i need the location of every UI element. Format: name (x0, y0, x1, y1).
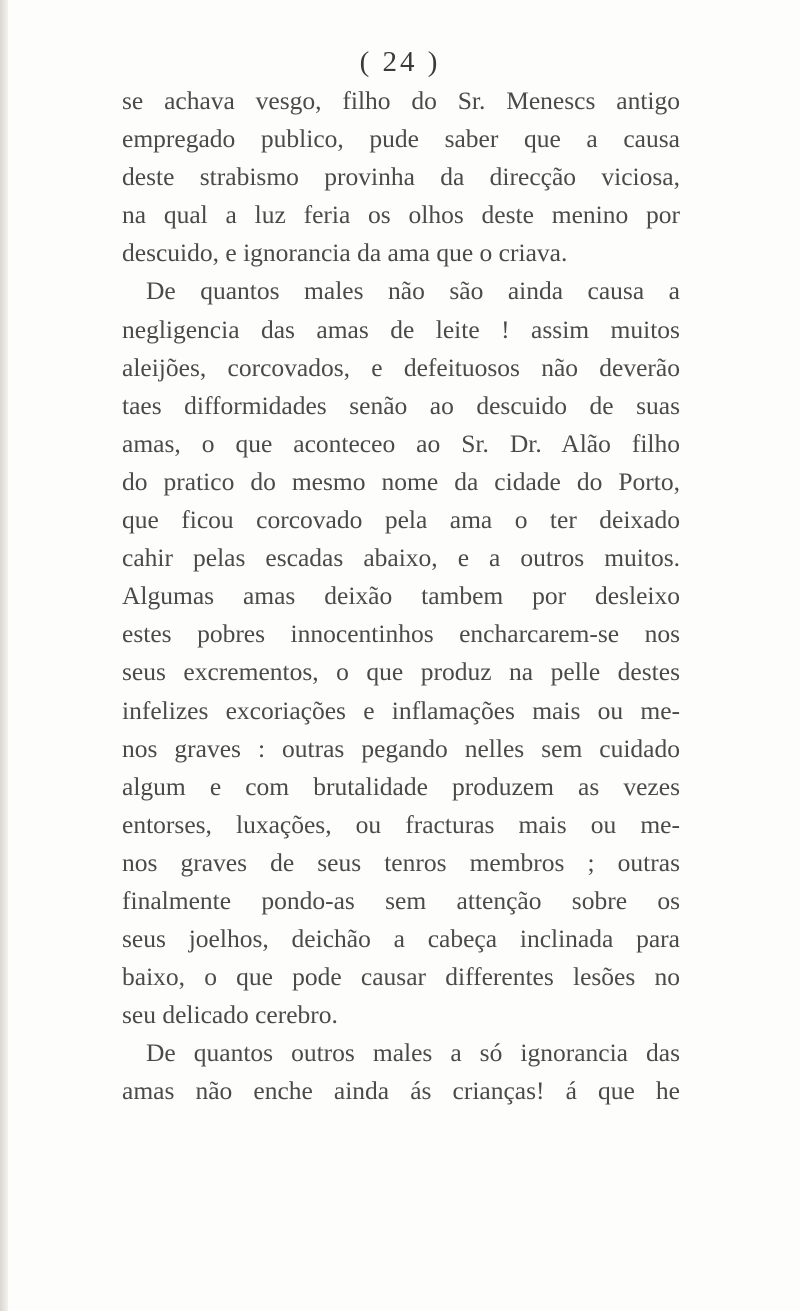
text-line: nos graves de seus tenros membros ; outras (122, 847, 680, 877)
text-line: De quantos males não são ainda causa a (146, 276, 680, 306)
text-line: seus excrementos, o que produz na pelle destes (122, 657, 680, 687)
text-line: estes pobres innocentinhos encharcarem-se nos (122, 619, 680, 649)
text-line: Algumas amas deixão tambem por desleixo (122, 581, 680, 611)
text-line: cahir pelas escadas abaixo, e a outros muitos. (122, 543, 680, 573)
text-line: aleijões, corcovados, e defeituosos não deverão (122, 352, 680, 382)
text-line: deste strabismo provinha da direcção viciosa, (122, 162, 680, 192)
text-line: amas não enche ainda ás crianças! á que he (122, 1076, 680, 1106)
text-line: seus joelhos, deichão a cabeça inclinada para (122, 924, 680, 954)
text-line: amas, o que aconteceo ao Sr. Dr. Alão filho (122, 428, 680, 458)
text-line: empregado publico, pude saber que a causa (122, 124, 680, 154)
text-line: negligencia das amas de leite ! assim muitos (122, 314, 680, 344)
text-line: taes difformidades senão ao descuido de suas (122, 390, 680, 420)
text-line: entorses, luxações, ou fracturas mais ou me- (122, 809, 680, 839)
body-text (122, 82, 680, 1111)
text-line: que ficou corcovado pela ama o ter deixado (122, 505, 680, 535)
text-line: descuido, e ignorancia da ama que o criava. (122, 238, 568, 268)
page-edge (0, 0, 8, 1311)
text-line: seu delicado cerebro. (122, 1000, 338, 1030)
text-line: infelizes excoriações e inflamações mais ou me- (122, 695, 680, 725)
page-number: ( 24 ) (359, 46, 441, 78)
text-line: nos graves : outras pegando nelles sem cuidado (122, 733, 680, 763)
text-line: do pratico do mesmo nome da cidade do Porto, (122, 466, 680, 496)
text-line: baixo, o que pode causar differentes lesões no (122, 962, 680, 992)
text-line: na qual a luz feria os olhos deste menino por (122, 200, 680, 230)
text-line: algum e com brutalidade produzem as vezes (122, 771, 680, 801)
text-line: se achava vesgo, filho do Sr. Menescs antigo (122, 86, 680, 115)
text-line: finalmente pondo-as sem attenção sobre os (122, 885, 680, 915)
text-line: De quantos outros males a só ignorancia das (146, 1038, 680, 1068)
